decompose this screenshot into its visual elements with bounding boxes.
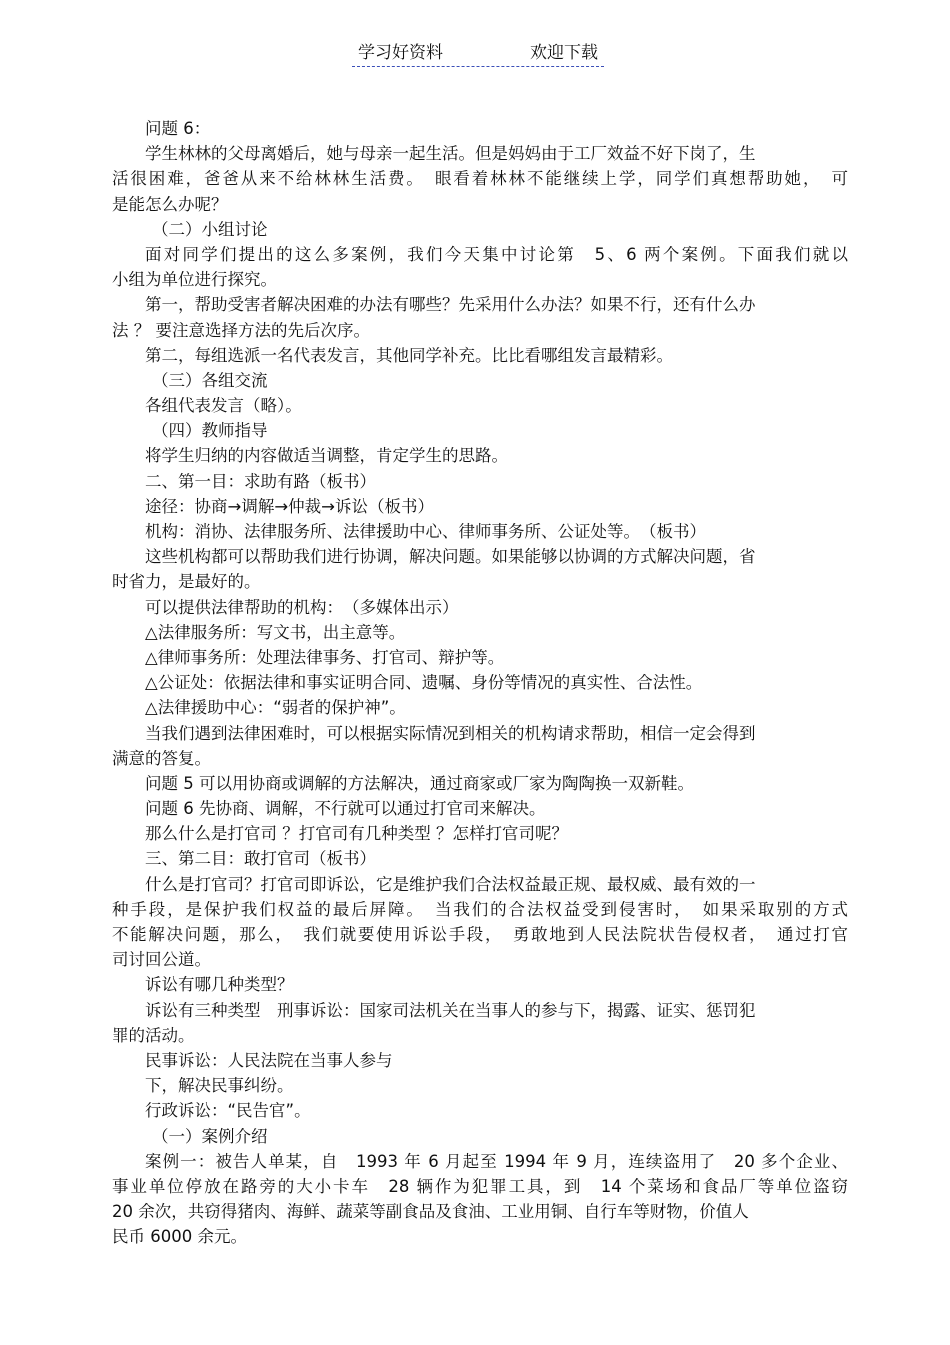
page-header: [352, 40, 604, 67]
text-line: 第一，帮助受害者解决困难的办法有哪些？先采用什么办法？如果不行，还有什么办: [145, 295, 756, 315]
text-line: 当我们遇到法律困难时，可以根据实际情况到相关的机构请求帮助，相信一定会得到: [145, 723, 756, 743]
header-right-text: 欢迎下载: [530, 43, 598, 63]
section-heading: 三、第二目：敢打官司（板书）: [145, 849, 376, 869]
text-line: 小组为单位进行探究。: [112, 270, 277, 290]
text-line: 时省力，是最好的。: [112, 572, 261, 592]
text-line: 法 ？ 要注意选择方法的先后次序。: [112, 320, 370, 340]
text-line: 学生林林的父母离婚后，她与母亲一起生活。但是妈妈由于工厂效益不好下岗了，生: [145, 144, 756, 164]
document-body: [112, 116, 848, 1249]
text-line: 民事诉讼：人民法院在当事人参与: [145, 1050, 393, 1070]
text-line: 满意的答复。: [112, 748, 211, 768]
section-heading: （一）案例介绍: [152, 1126, 268, 1146]
text-line: 机构：消协、法律服务所、法律援助中心、律师事务所、公证处等。 （板书）: [145, 522, 706, 541]
section-heading: 二、第一目：求助有路（板书）: [145, 471, 376, 491]
text-line: 事业单位停放在路旁的大小卡车 28 辆作为犯罪工具，到 14 个菜场和食品厂等单位盗窃: [112, 1176, 848, 1196]
text-line: 面对同学们提出的这么多案例，我们今天集中讨论第 5、6 两个案例。下面我们就以: [145, 244, 848, 264]
text-line: 不能解决问题，那么， 我们就要使用诉讼手段， 勇敢地到人民法院状告侵权者， 通过打官: [112, 925, 848, 944]
list-item: △法律援助中心：“弱者的保护神”。: [145, 698, 406, 718]
list-item: △律师事务所：处理法律事务、打官司、辩护等。: [145, 647, 505, 667]
text-line: 活很困难，爸爸从来不给林林生活费。 眼看着林林不能继续上学，同学们真想帮助她， 可: [112, 169, 848, 189]
text-line: 20 余次，共窃得猪肉、海鲜、蔬菜等副食品及食油、工业用铜、自行车等财物，价值人: [112, 1202, 749, 1222]
text-line: 诉讼有三种类型 刑事诉讼：国家司法机关在当事人的参与下，揭露、证实、惩罚犯: [145, 1000, 756, 1020]
section-heading: （四）教师指导: [152, 421, 268, 441]
text-line: 什么是打官司？打官司即诉讼，它是维护我们合法权益最正规、最权威、最有效的一: [145, 874, 756, 894]
header-left-text: 学习好资料: [358, 43, 443, 63]
section-heading: （三）各组交流: [152, 370, 268, 390]
section-heading: （二）小组讨论: [152, 219, 268, 239]
text-line: 司讨回公道。: [112, 950, 211, 970]
text-line: 下，解决民事纠纷。: [145, 1076, 294, 1096]
text-line: 将学生归纳的内容做适当调整，肯定学生的思路。: [145, 446, 508, 466]
text-line: 那么什么是打官司 ？打官司有几种类型 ？怎样打官司呢？: [145, 824, 568, 844]
list-item: △公证处：依据法律和事实证明合同、遗嘱、身份等情况的真实性、合法性。: [145, 673, 703, 693]
text-line: 是能怎么办呢？: [112, 194, 228, 214]
text-line: 这些机构都可以帮助我们进行协调，解决问题。如果能够以协调的方式解决问题，省: [145, 547, 756, 567]
list-item: △法律服务所：写文书，出主意等。: [145, 622, 406, 642]
text-line: 各组代表发言（略）。: [145, 396, 302, 416]
text-line: 问题 5 可以用协商或调解的方法解决，通过商家或厂家为陶陶换一双新鞋。: [145, 773, 694, 793]
text-line: 可以提供法律帮助的机构： （多媒体出示）: [145, 597, 459, 617]
text-line: 民币 6000 余元。: [112, 1227, 247, 1247]
text-line: 案例一：被告人单某，自 1993 年 6 月起至 1994 年 9 月，连续盗用了 20 多个企业、: [145, 1151, 848, 1171]
text-line: 问题 6：: [145, 119, 211, 138]
text-line: 种手段，是保护我们权益的最后屏障。 当我们的合法权益受到侵害时， 如果采取别的方式: [112, 899, 848, 919]
text-line: 途径：协商→调解→仲裁→诉讼（板书）: [145, 496, 434, 516]
text-line: 罪的活动。: [112, 1025, 195, 1045]
text-line: 第二，每组选派一名代表发言，其他同学补充。比比看哪组发言最精彩。: [145, 345, 673, 365]
text-line: 问题 6 先协商、调解，不行就可以通过打官司来解决。: [145, 799, 546, 819]
text-line: 诉讼有哪几种类型？: [145, 975, 294, 995]
text-line: 行政诉讼：“民告官”。: [145, 1101, 311, 1121]
